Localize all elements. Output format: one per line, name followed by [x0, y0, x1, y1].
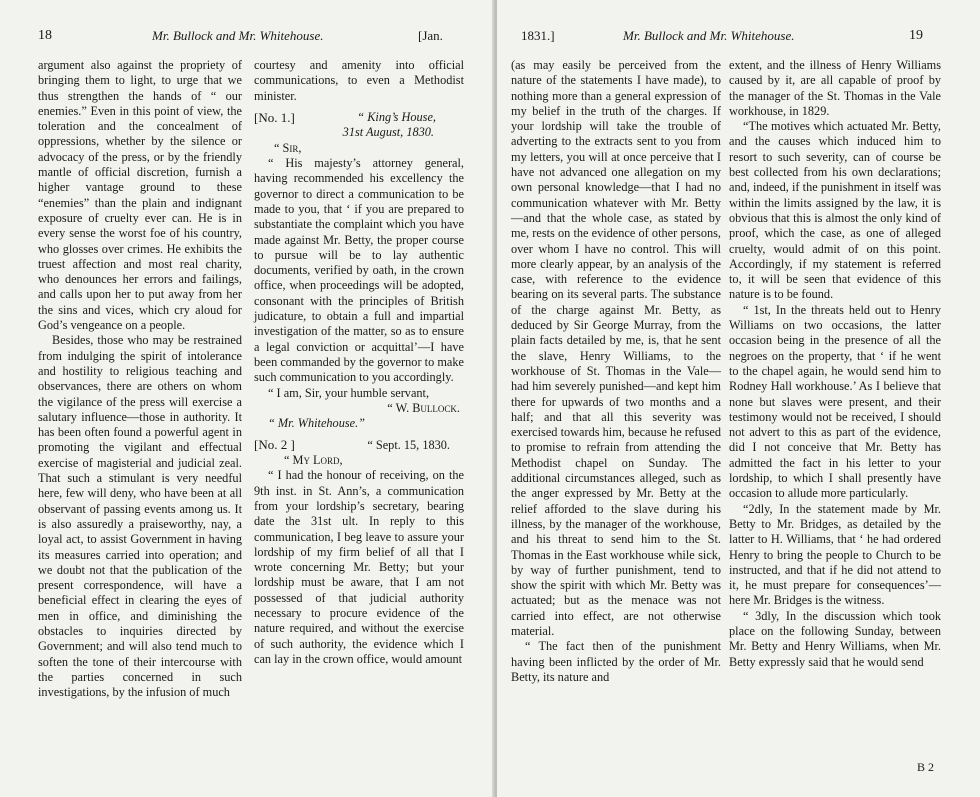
letter-1-signature: “ W. Bullock.	[387, 400, 460, 415]
left-running-title: Mr. Bullock and Mr. Whitehouse.	[152, 28, 324, 43]
paragraph: courtesy and amenity into official communications, to even a Methodist minister.	[254, 58, 464, 103]
letter-1-body: “ His majesty’s attorney general, having recommended his excellency the governor to direct a communication to be made to you, that ‘ if you are prepared to substantiate the complaint which you have made against Mr. Betty, the proper course to pursue will be to lay authentic documents, verified by oath, in the crown office, when proceedings will be adopted, consonant with the principles of British judicature, to obtain a full and impartial investigation of the matter, so as to ensure a legal conviction or acquittal’—I have been commanded by the governor to make such communication to you accordingly.	[254, 156, 464, 385]
paragraph: argument also against the propriety of bringing them to light, to urge that we thus strengthen the hands of “ our enemies.” Even in this point of view, the toleration and the concealment of oppressions, whether by the silence or advocacy of the press, or by the friendly mantle of official discretion, furnish a higher vantage ground to these “enemies” than the plain and indignant exposure of cruelty ever can. He is in every sense the worst foe of his country, who glosses over crimes. He exhibits the truest affection and most real charity, who denounces her errors and failings, and calls upon her to put away from her the sins and vices, which cry aloud for God’s vengeance on a people.	[38, 58, 242, 333]
right-running-date: 1831.]	[521, 28, 555, 43]
paragraph: “ The fact then of the punishment having been inflicted by the order of Mr. Betty, its nature and	[511, 639, 721, 684]
left-column-1	[38, 58, 242, 700]
left-running-date: [Jan.	[418, 28, 443, 43]
letter-1-number: [No. 1.]	[254, 109, 295, 125]
right-column-2	[729, 58, 941, 670]
letter-1-date: 31st August, 1830.	[342, 125, 434, 140]
right-running-title: Mr. Bullock and Mr. Whitehouse.	[623, 28, 795, 43]
right-running-head	[497, 28, 980, 46]
paragraph: “ 1st, In the threats held out to Henry Williams on two occasions, the latter occasion being in the presence of all the negroes on the property, that ‘ if he went to the chapel again, he would send him to Rodney Hall workhouse.’ As I believe that none but slaves were present, and their testimony would not be received, I should not advert to this as part of the evidence, did I not conceive that Mr. Betty has admitted the fact in his letter to your lordship, to which I shall presently have occasion to allude more particularly.	[729, 302, 941, 501]
letter-2-number: [No. 2 ]	[254, 437, 295, 453]
paragraph: “The motives which actuated Mr. Betty, and the causes which induced him to resort to such severity, can of course be best collected from his own declarations; and, indeed, if the punishment in itself was within the limits assigned by the law, it is obvious that this is almost the only kind of proof, which the case, as one of alleged cruelty, would admit of on this point. Accordingly, if my statement is referred to, it will be seen that evidence of this nature is to be found.	[729, 119, 941, 302]
letter-1-addressee: “ Mr. Whitehouse.”	[268, 416, 366, 431]
paragraph: “ 3dly, In the discussion which took place on the following Sunday, between Mr. Betty and Henry Williams, when Mr. Betty expressly said that he would send	[729, 608, 941, 669]
left-page-number: 18	[38, 28, 52, 43]
letter-1-salutation: “ Sir,	[274, 140, 302, 155]
letter-1-place: “ King’s House,	[357, 110, 436, 125]
right-page	[497, 0, 980, 797]
paragraph: extent, and the illness of Henry Williams caused by it, are all capable of proof by the manager of the St. Thomas in the Vale workhouse, in 1829.	[729, 58, 941, 118]
left-column-2	[254, 58, 464, 667]
left-running-head	[0, 28, 496, 46]
paragraph: Besides, those who may be restrained from indulging the spirit of intolerance and hostility to religious teaching and observances, there are others on whom the vigilance of the press will exercise a salutary influence—those in authority. It has been often found a powerful agent in promoting the vigilant and effectual exercise of magisterial and judicial zeal. That such a stimulant is very needful here, few will deny, who have been at all observant of passing events among us. It is also assuredly a praiseworthy, nay, a loyal act, to assist Government in having its measures carried into operation; and we doubt not that the publication of the present correspondence, will have a beneficial effect in clearing the eyes of men in office, and diminishing the obstacles to inquiries directed by Government; and will also tend much to soften the tone of their intercourse with the parties concerned in such investigations, by the infusion of much	[38, 333, 242, 700]
right-page-number: 19	[909, 28, 923, 43]
letter-1-closing: “ I am, Sir, your humble servant,	[268, 385, 430, 400]
paragraph: “2dly, In the statement made by Mr. Betty to Mr. Bridges, as detailed by the latter to H. Williams, that ‘ he had ordered Henry to bring the people to Church to be instructed, and that if he did not attend to it, he must prepare for consequences’—here Mr. Bridges is the witness.	[729, 501, 941, 608]
right-column-1	[511, 58, 721, 685]
paragraph: (as may easily be perceived from the nature of the statements I have made), to nothing more than a general expression of my belief in the truth of the charges. If your lordship will take the trouble of adverting to the extracts sent to you from my letters, you will at once perceive that I have not advanced one allegation on my own personal knowledge—that I had no communication whatever with Mr. Betty—and that the whole case, as stated by me, rests on the evidence of other persons, over whom I have no control. This will more clearly appear, by an analysis of the case, with reference to the evidence bearing on its several parts. The substance of the charge against Mr. Betty, as deduced by Sir George Murray, from the plain facts detailed by me, is, that he sent the slave, Henry Williams, to the workhouse of St. Thomas in the Vale—had him severely punished—and kept him there for upwards of two months and a half; and that all this severity was exercised towards him, because he refused to promise to refrain from attending the Methodist chapel on Sunday. The additional circumstances alleged, such as the anger expressed by Mr. Betty at the relief afforded to the slave during his illness, by the manager of the workhouse, and his threat to send him to the St. Thomas in the East workhouse while sick, by way of further punishment, tend to show the spirit with which Mr. Betty was actuated; but as the menace was not carried into effect, are not otherwise material.	[511, 58, 721, 638]
signature-mark: B 2	[916, 760, 934, 774]
letter-2-date: “ Sept. 15, 1830.	[367, 437, 450, 452]
letter-2-body: “ I had the honour of receiving, on the 9th inst. in St. Ann’s, a communication from your lordship’s secretary, bearing date the 31st ult. In reply to this communication, I beg leave to assure your lordship of my firm belief of all that I wrote concerning Mr. Betty; but your lordship must be aware, that I am not possessed of that judicial authority necessary to procure evidence of the nature required, and without the exercise of such authority, the evidence which I can lay in the crown office, would amount	[254, 468, 464, 666]
letter-2-salutation: “ My Lord,	[284, 453, 343, 468]
